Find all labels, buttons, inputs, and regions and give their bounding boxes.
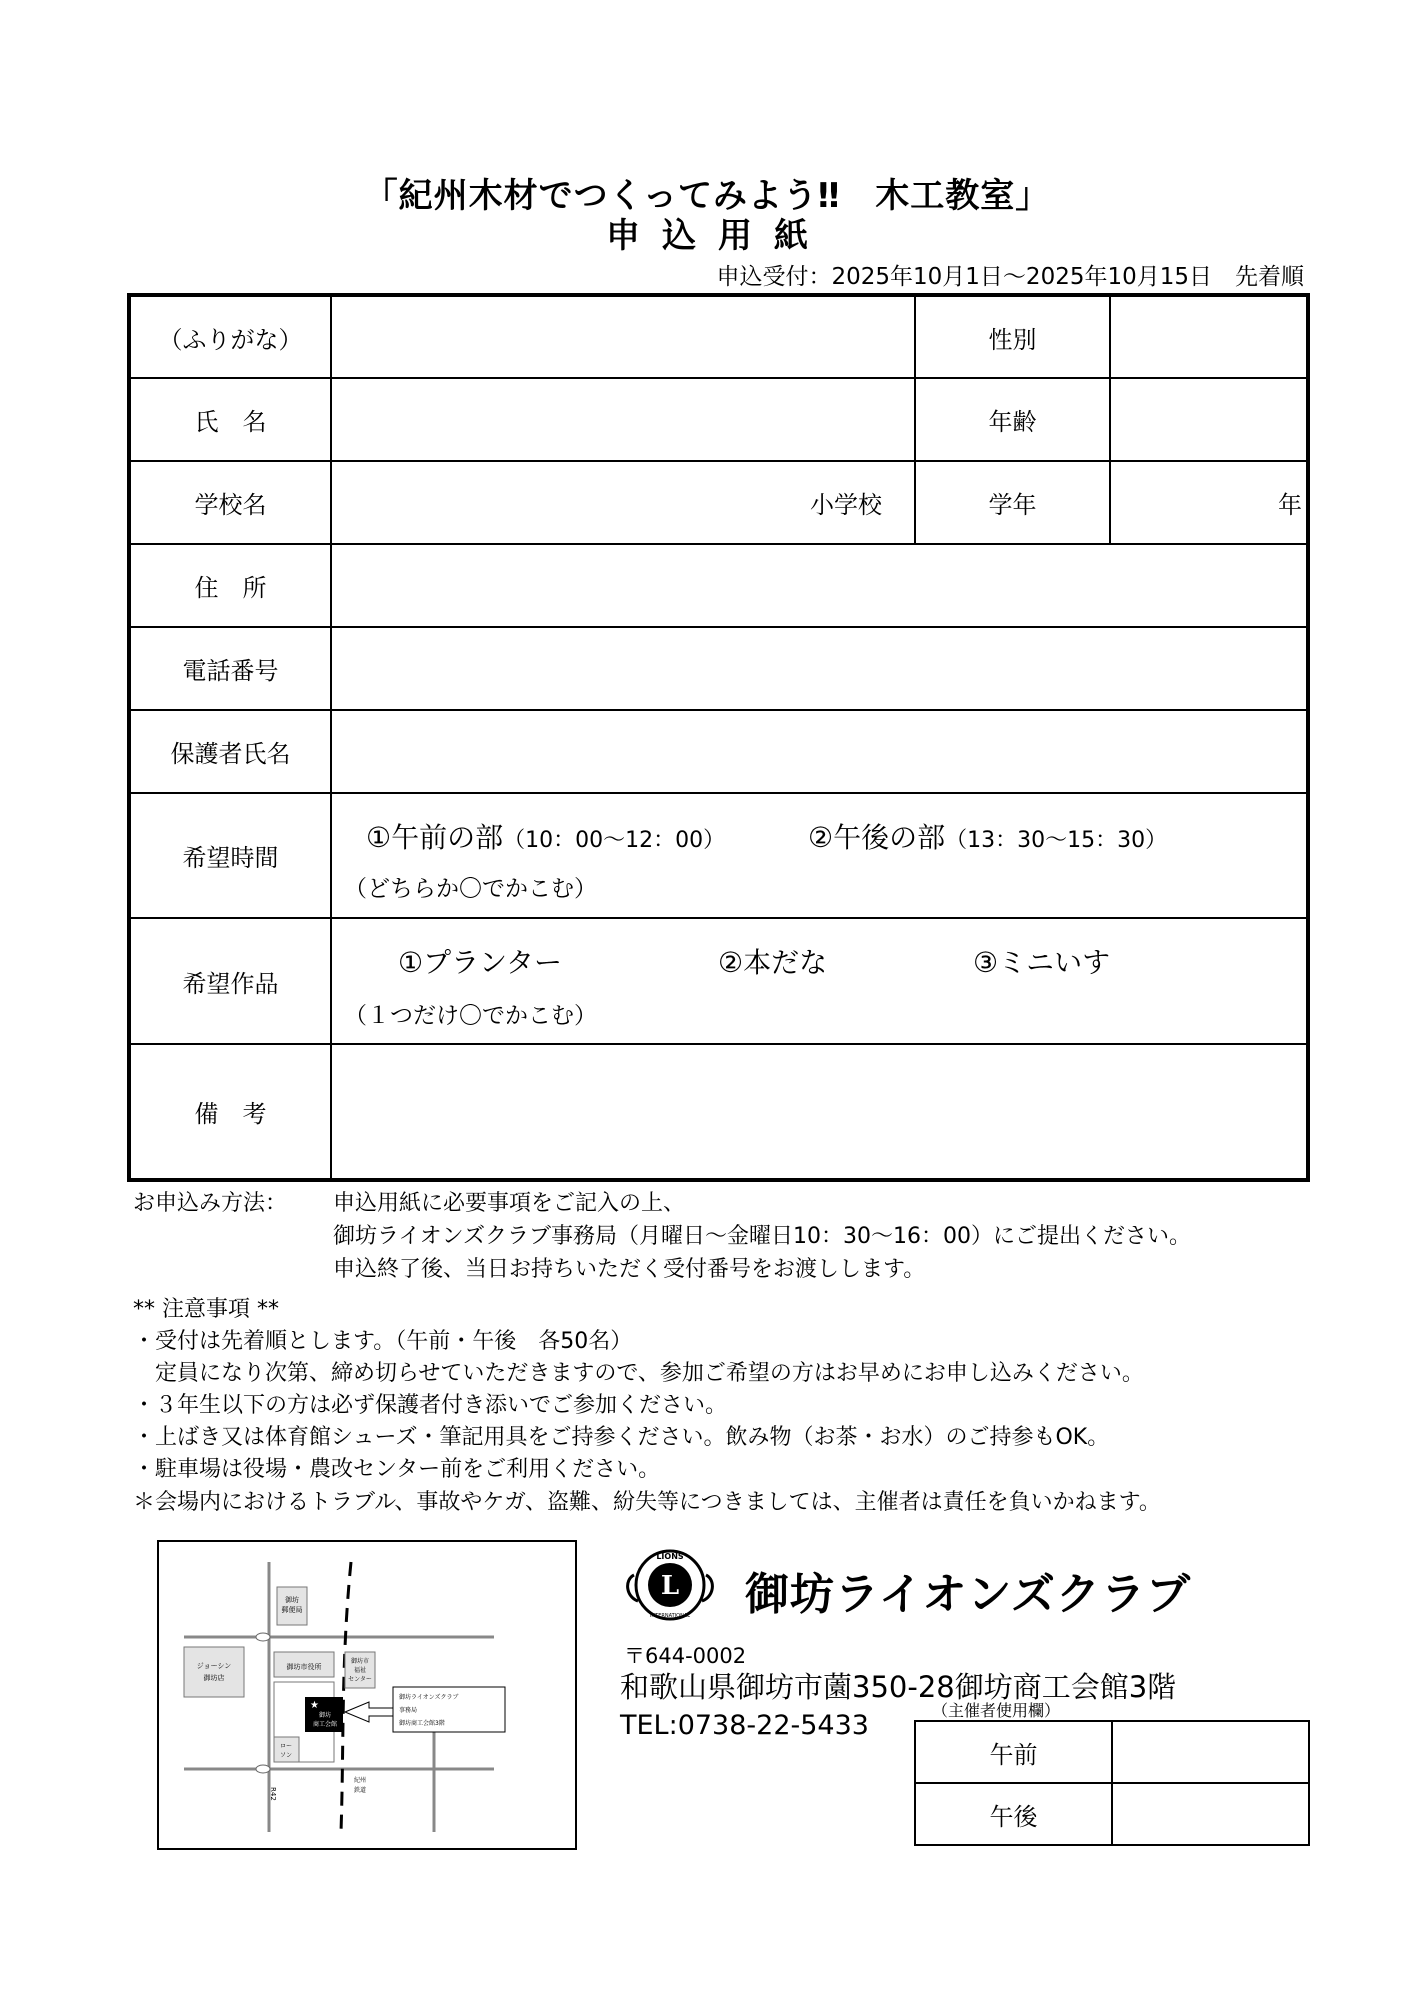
svg-text:LIONS: LIONS [656, 1552, 684, 1561]
time-field [332, 794, 1306, 917]
caution-line: ・駐車場は役場・農改センター前をご利用ください。 [133, 1457, 661, 1482]
time-label: 希望時間 [182, 844, 279, 872]
school-field[interactable] [332, 462, 914, 543]
callout-text: 事務局 [399, 1707, 418, 1714]
caution-line: ＊会場内におけるトラブル、事故やケガ、盗難、紛失等につきましては、主催者は責任を負いかねます。 [133, 1490, 1161, 1515]
gender-label: 性別 [988, 325, 1037, 354]
traffic-light [256, 1633, 270, 1641]
page-subtitle: 申込用紙 [606, 216, 830, 256]
work-note: （１つだけ〇でかこむ） [344, 1003, 597, 1029]
r42-label: R42 [269, 1787, 277, 1801]
office-use-label: （主催者使用欄） [932, 1701, 1061, 1720]
office-pm-label: 午後 [989, 1802, 1038, 1831]
office-am-label: 午前 [989, 1740, 1038, 1769]
post-office-label: 御坊 [285, 1596, 299, 1604]
traffic-light [256, 1765, 270, 1773]
time-option-pm[interactable]: ②午後の部（13：30～15：30） [808, 821, 1168, 854]
callout-text: 御坊ライオンズクラブ [399, 1694, 459, 1701]
club-address: 和歌山県御坊市薗350-28御坊商工会館3階 [620, 1670, 1177, 1704]
work-field [332, 919, 1306, 1043]
time-note: （どちらか〇でかこむ） [344, 876, 597, 902]
post-office-label: 郵便局 [281, 1606, 303, 1614]
work-option-planter[interactable]: ①プランター [398, 946, 562, 979]
access-map [157, 1540, 577, 1850]
caution-line: ・受付は先着順とします。（午前・午後 各50名） [133, 1329, 633, 1354]
guardian-field[interactable] [332, 711, 1306, 792]
office-pm-field[interactable] [1113, 1784, 1308, 1844]
zip-code: 〒644-0002 [624, 1644, 747, 1668]
grade-suffix: 年 [1278, 491, 1302, 519]
method-line: 申込用紙に必要事項をご記入の上、 [333, 1191, 686, 1216]
lawson-label: ロー [279, 1743, 293, 1750]
city-hall-label: 御坊市役所 [286, 1663, 322, 1671]
address-field[interactable] [332, 545, 1306, 626]
phone-label: 電話番号 [182, 657, 279, 685]
method-label: お申込み方法： [133, 1191, 288, 1216]
guardian-label: 保護者氏名 [170, 740, 291, 768]
school-suffix: 小学校 [810, 491, 882, 519]
star-icon: ★ [310, 1700, 319, 1711]
arrow-icon [345, 1702, 393, 1722]
remarks-field[interactable] [332, 1045, 1306, 1178]
address-label: 住 所 [194, 574, 267, 602]
joshin-label: 御坊店 [203, 1674, 225, 1682]
svg-text:INTERNATIONAL: INTERNATIONAL [649, 1613, 691, 1619]
railway-label: 鉄道 [354, 1787, 367, 1794]
welfare-label: 御坊市 [350, 1658, 370, 1665]
method-line: 申込終了後、当日お持ちいただく受付番号をお渡しします。 [333, 1257, 926, 1282]
name-field[interactable] [332, 379, 914, 460]
caution-line: ・上ばき又は体育館シューズ・筆記用具をご持参ください。飲み物（お茶・お水）のご持参もOK。 [133, 1425, 1110, 1450]
map-drawing [159, 1542, 575, 1848]
railway-label: 紀州 [354, 1777, 367, 1784]
method-line: 御坊ライオンズクラブ事務局（月曜日～金曜日10：30～16：00）にご提出ください。 [333, 1224, 1191, 1249]
age-field[interactable] [1111, 379, 1306, 460]
venue-label: 商工会館 [312, 1721, 338, 1728]
caution-line: 定員になり次第、締め切らせていただきますので、参加ご希望の方はお早めにお申し込みください。 [133, 1361, 1144, 1386]
work-option-mini-chair[interactable]: ③ミニいす [973, 946, 1111, 979]
page-title: 「紀州木材でつくってみよう‼ 木工教室」 [363, 176, 1051, 216]
phone-field[interactable] [332, 628, 1306, 709]
club-name: 御坊ライオンズクラブ [745, 1569, 1192, 1620]
venue-label: 御坊 [318, 1712, 332, 1719]
club-tel: TEL:0738-22-5433 [620, 1710, 869, 1741]
svg-text:L: L [660, 1571, 680, 1601]
age-label: 年齢 [988, 408, 1037, 436]
caution-line: ・３年生以下の方は必ず保護者付き添いでご参加ください。 [133, 1393, 728, 1418]
gender-field[interactable] [1111, 297, 1306, 377]
grade-field[interactable] [1111, 462, 1306, 543]
school-label: 学校名 [194, 491, 267, 519]
lions-emblem-icon [620, 1535, 720, 1635]
application-form [127, 293, 1310, 1182]
joshin [184, 1647, 244, 1697]
remarks-label: 備 考 [194, 1100, 267, 1128]
work-option-bookshelf[interactable]: ②本だな [718, 946, 828, 979]
office-am-field[interactable] [1113, 1722, 1308, 1782]
callout-text: 御坊商工会館3階 [399, 1720, 445, 1727]
time-option-am[interactable]: ①午前の部（10：00～12：00） [366, 821, 726, 854]
joshin-label: ジョーシン [196, 1662, 232, 1670]
work-label: 希望作品 [182, 969, 279, 998]
caution-heading: ** 注意事項 ** [133, 1297, 279, 1322]
application-period: 申込受付：2025年10月1日～2025年10月15日 先着順 [716, 264, 1304, 290]
grade-label: 学年 [988, 491, 1037, 519]
furigana-field[interactable] [332, 297, 914, 377]
welfare-label: 福祉 [353, 1667, 367, 1674]
furigana-label: （ふりがな） [158, 325, 303, 354]
office-use-table [914, 1720, 1310, 1846]
name-label: 氏 名 [194, 408, 267, 436]
lawson-label: ソン [279, 1752, 293, 1759]
lions-logo [620, 1535, 720, 1635]
welfare-label: センター [348, 1676, 372, 1683]
